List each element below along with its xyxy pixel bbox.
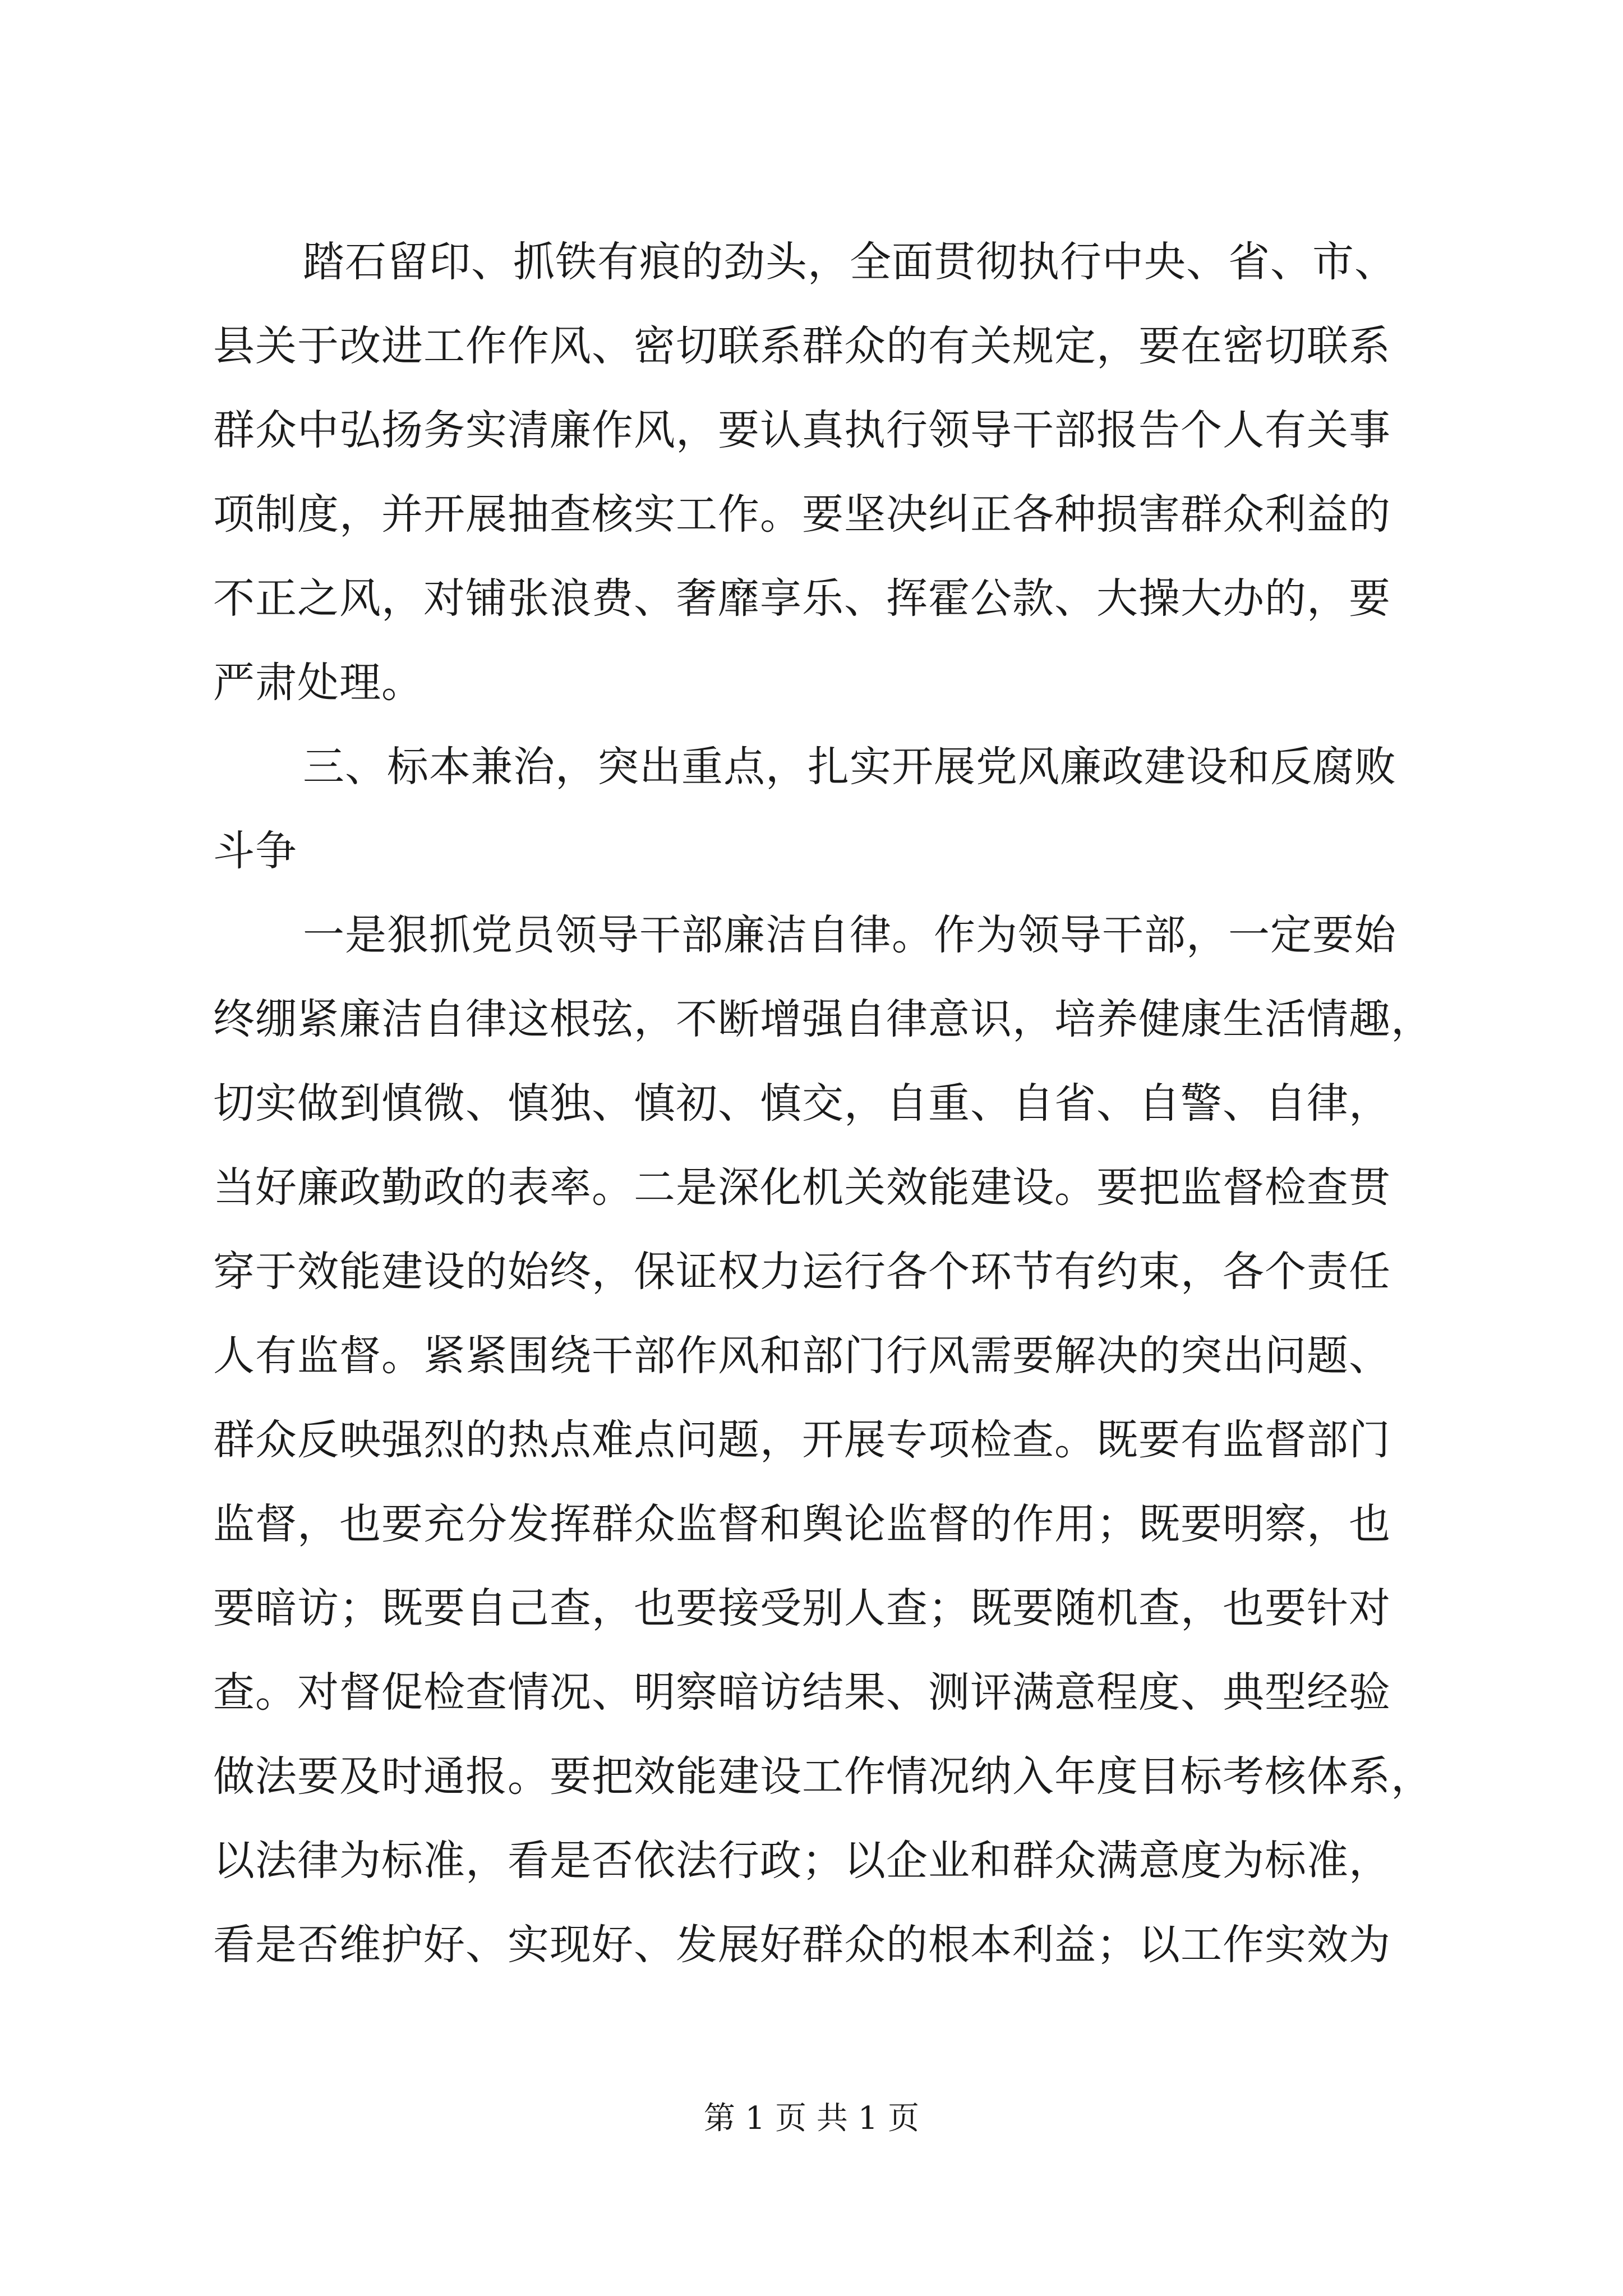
- text-line: 严肃处理。: [213, 659, 423, 707]
- heading-line: 三、标本兼治，突出重点，扎实开展党风廉政建设和反腐败: [303, 743, 1396, 791]
- text-line: 以法律为标准，看是否依法行政；以企业和群众满意度为标准，: [213, 1837, 1391, 1885]
- text-line: 群众反映强烈的热点难点问题，开展专项检查。既要有监督部门: [213, 1416, 1391, 1464]
- text-line: 终绷紧廉洁自律这根弦，不断增强自律意识，培养健康生活情趣，: [213, 995, 1433, 1043]
- text-line: 监督，也要充分发挥群众监督和舆论监督的作用；既要明察，也: [213, 1500, 1391, 1548]
- text-line: 查。对督促检查情况、明察暗访结果、测评满意程度、典型经验: [213, 1668, 1391, 1717]
- text-line: 不正之风，对铺张浪费、奢靡享乐、挥霍公款、大操大办的，要: [213, 574, 1391, 623]
- page-footer: 第 1 页 共 1 页: [703, 2100, 920, 2137]
- paragraph-work-style: [213, 220, 1424, 725]
- text-line: 穿于效能建设的始终，保证权力运行各个环节有约束，各个责任: [213, 1248, 1391, 1296]
- document-body: [213, 220, 1433, 1987]
- section-heading-three: [213, 725, 1424, 893]
- text-line: 项制度，并开展抽查核实工作。要坚决纠正各种损害群众利益的: [213, 490, 1391, 539]
- paragraph-self-discipline: [213, 893, 1433, 1987]
- text-line: 做法要及时通报。要把效能建设工作情况纳入年度目标考核体系，: [213, 1752, 1433, 1801]
- text-line: 踏石留印、抓铁有痕的劲头，全面贯彻执行中央、省、市、: [303, 238, 1396, 286]
- text-line: 县关于改进工作作风、密切联系群众的有关规定，要在密切联系: [213, 322, 1391, 370]
- text-line: 当好廉政勤政的表率。二是深化机关效能建设。要把监督检查贯: [213, 1163, 1391, 1212]
- text-line: 要暗访；既要自己查，也要接受别人查；既要随机查，也要针对: [213, 1584, 1391, 1632]
- text-line: 一是狠抓党员领导干部廉洁自律。作为领导干部，一定要始: [303, 911, 1396, 959]
- text-line: 切实做到慎微、慎独、慎初、慎交，自重、自省、自警、自律，: [213, 1079, 1391, 1128]
- text-line: 群众中弘扬务实清廉作风，要认真执行领导干部报告个人有关事: [213, 406, 1391, 454]
- heading-line: 斗争: [213, 827, 297, 875]
- text-line: 看是否维护好、实现好、发展好群众的根本利益；以工作实效为: [213, 1921, 1391, 1969]
- text-line: 人有监督。紧紧围绕干部作风和部门行风需要解决的突出问题、: [213, 1332, 1391, 1380]
